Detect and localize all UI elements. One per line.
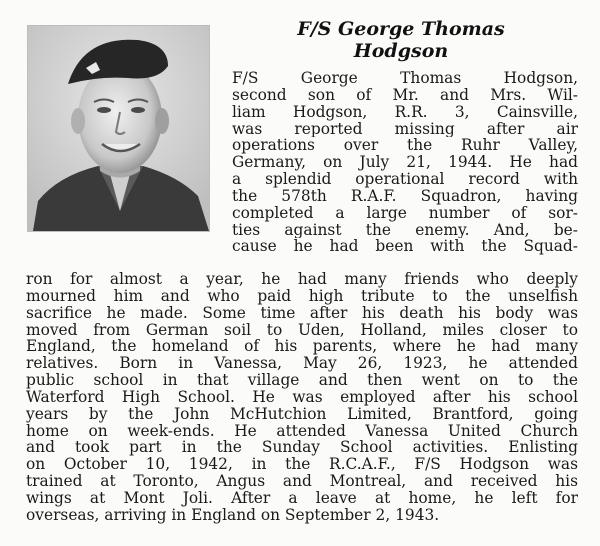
text-line: liam Hodgson, R.R. 3, Cainsville,	[232, 103, 578, 121]
text-line: Germany, on July 21, 1944. He had	[232, 154, 578, 172]
text-line: F/S George Thomas Hodgson,	[232, 70, 578, 87]
text-line: second son of Mr. and Mrs. Wil-	[232, 86, 578, 104]
text-line: operations over the Ruhr Valley,	[232, 137, 578, 155]
text-line: ron for almost a year, he had many friends who deeply	[26, 271, 578, 288]
text-line: years by the John McHutchion Limited, Brantford, going	[26, 405, 578, 423]
text-line: and took part in the Sunday School activities. Enlisting	[26, 439, 578, 457]
body-text-beside-photo	[232, 70, 578, 255]
text-line: home on week-ends. He attended Vanessa United Church	[26, 422, 578, 440]
portrait-photo-icon	[28, 26, 209, 231]
title-line-1: F/S George Thomas	[297, 18, 505, 40]
text-line: wings at Mont Joli. After a leave at home, he left for	[26, 489, 578, 507]
title-line-2: Hodgson	[353, 40, 449, 62]
text-line: the 578th R.A.F. Squadron, having	[232, 187, 578, 205]
text-line: sacrifice he made. Some time after his death his body was	[26, 304, 578, 322]
text-line: public school in that village and then went on to the	[26, 372, 578, 389]
text-line: Waterford High School. He was employed after his school	[26, 388, 578, 406]
text-line: cause he had been with the Squad-	[232, 238, 578, 256]
text-line: moved from German soil to Uden, Holland, miles closer to	[26, 321, 578, 339]
article-title	[226, 18, 576, 62]
text-line: a splendid operational record with	[232, 171, 578, 188]
text-line: ties against the enemy. And, be-	[232, 221, 578, 239]
body-text-full-width	[26, 271, 578, 524]
text-line: completed a large number of sor-	[232, 204, 578, 222]
text-line: mourned him and who paid high tribute to the unselfish	[26, 287, 578, 305]
portrait-photo	[27, 25, 210, 232]
text-line: England, the homeland of his parents, where he had many	[26, 338, 578, 356]
text-line: trained at Toronto, Angus and Montreal, and received his	[26, 473, 578, 490]
text-line: relatives. Born in Vanessa, May 26, 1923, he attended	[26, 355, 578, 373]
text-line: on October 10, 1942, in the R.C.A.F., F/S Hodgson was	[26, 456, 578, 474]
text-line: overseas, arriving in England on September 2, 1943.	[26, 506, 440, 524]
text-line: was reported missing after air	[232, 120, 578, 138]
